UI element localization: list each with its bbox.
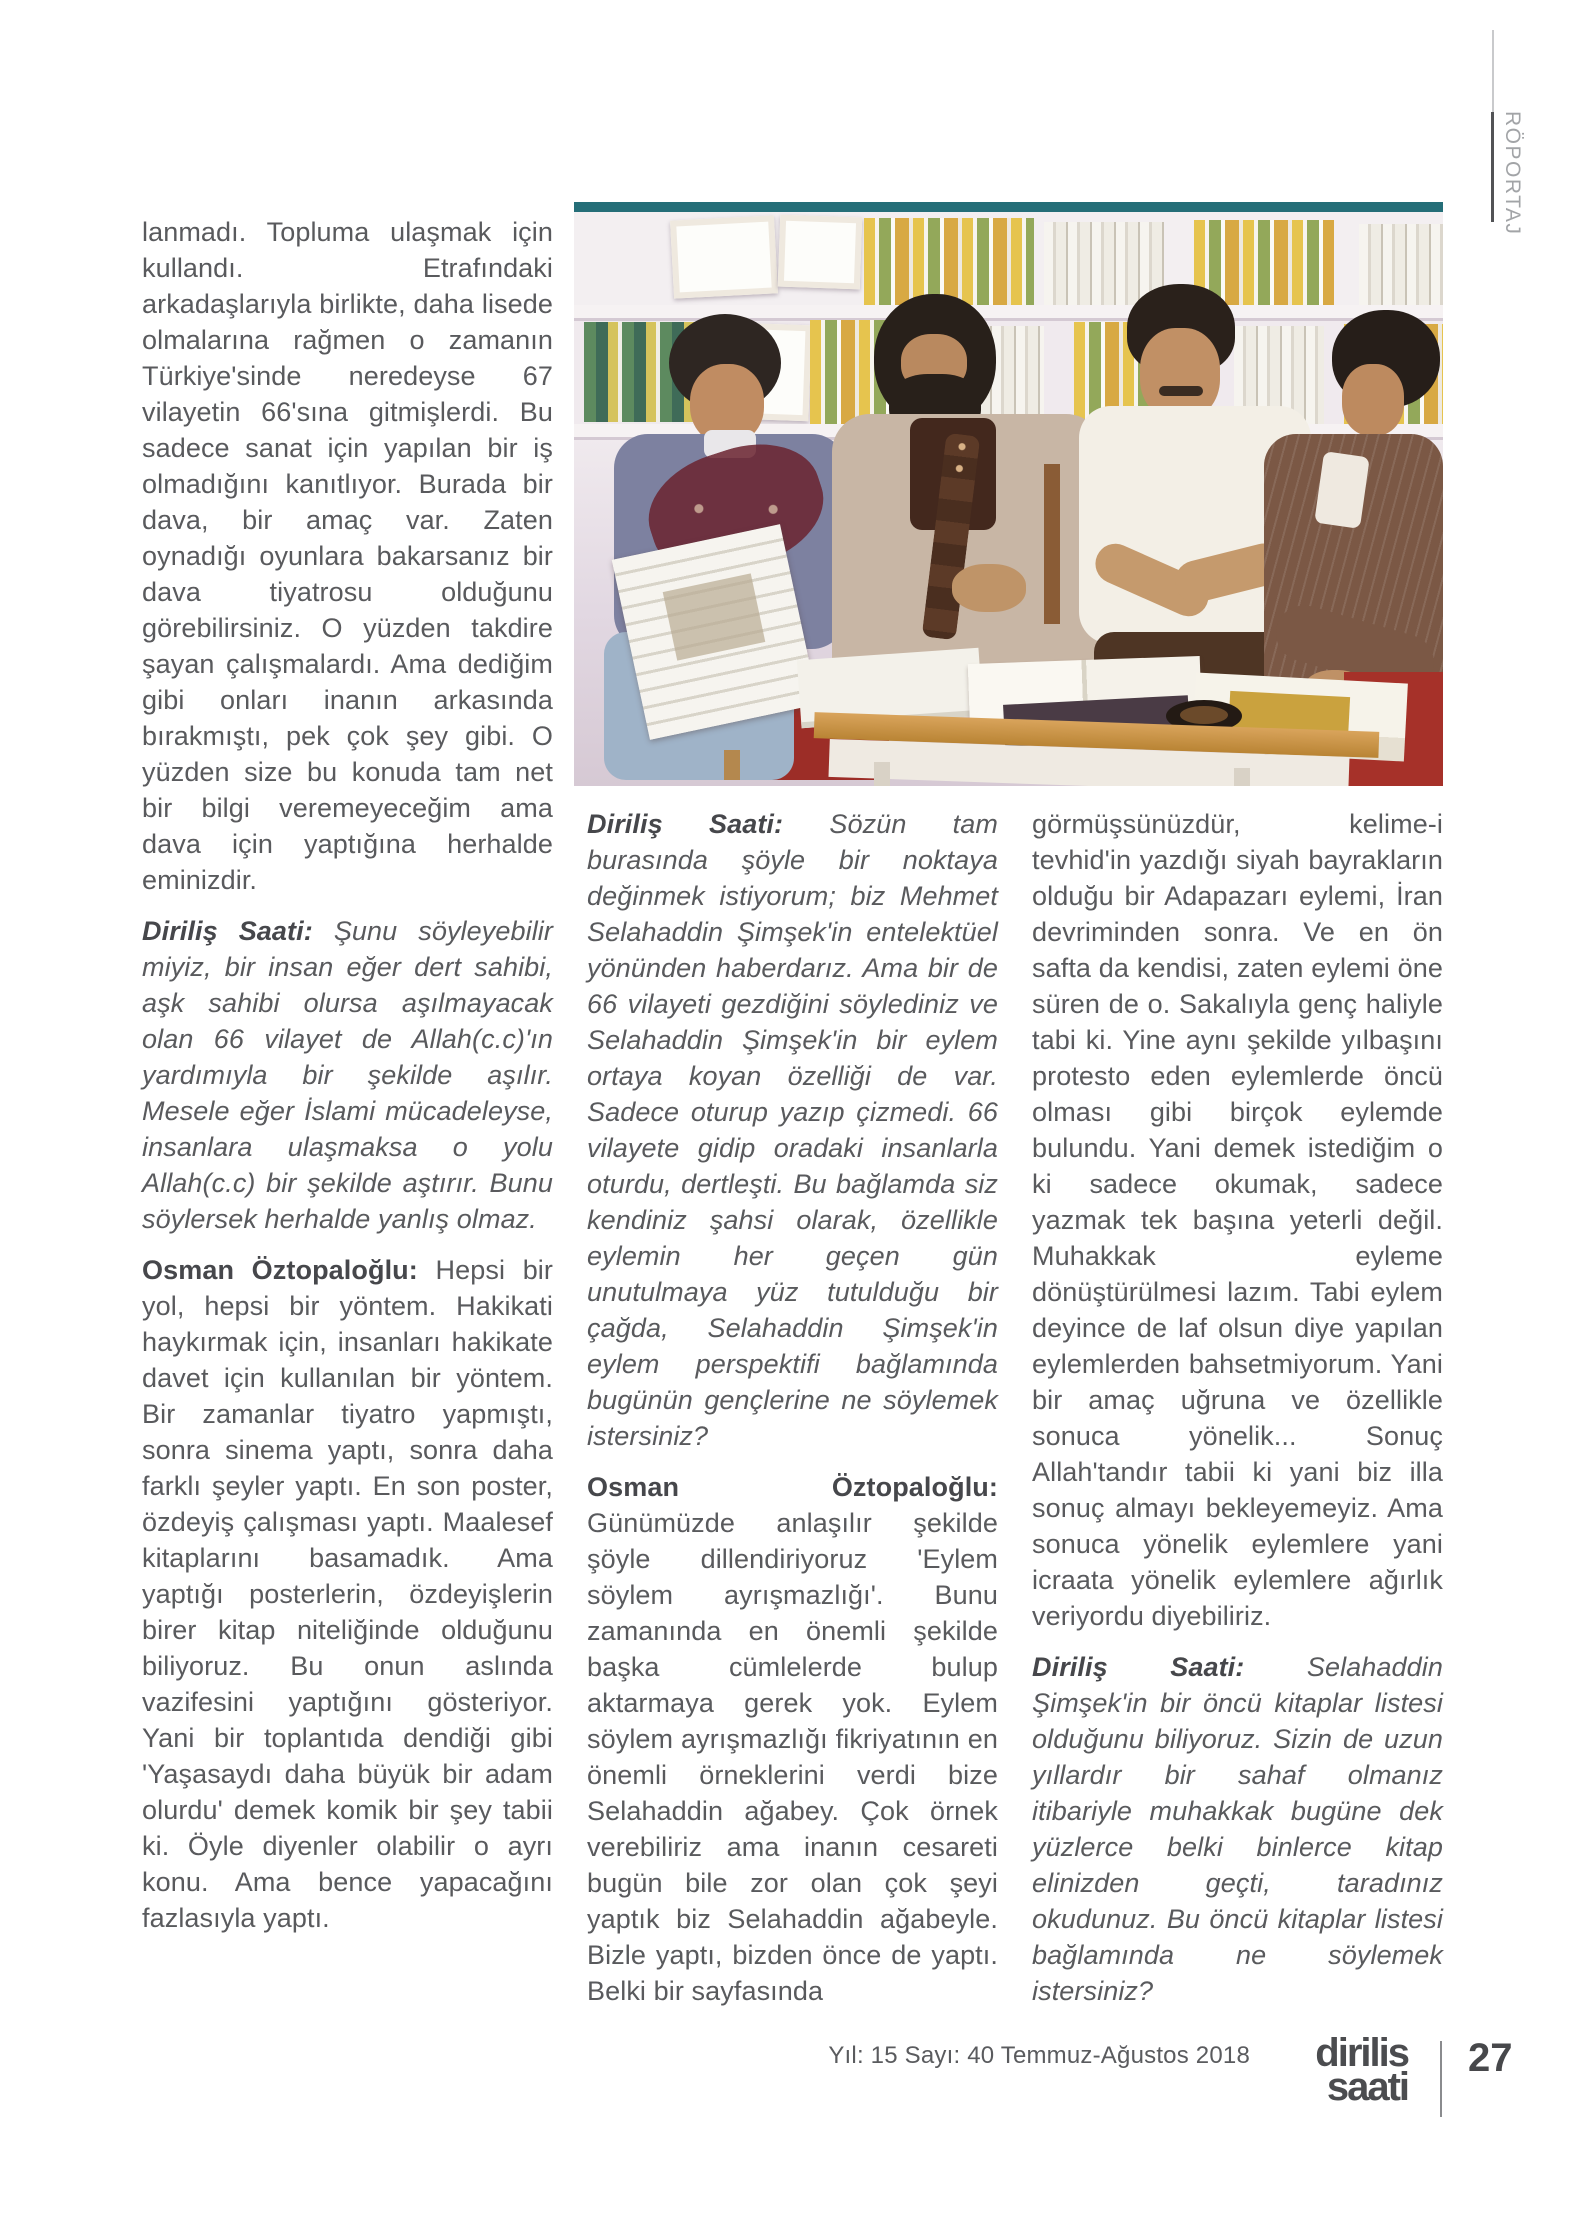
section-label: RÖPORTAJ bbox=[1501, 111, 1524, 236]
paragraph bbox=[142, 214, 553, 898]
speaker-label: Osman Öztopaloğlu: bbox=[142, 1255, 418, 1285]
magazine-logo bbox=[1315, 2031, 1408, 2109]
footer-divider bbox=[1440, 2041, 1442, 2117]
paragraph-text: lanmadı. Topluma ulaşmak için kullandı. Etrafındaki arkadaşlarıyla birlikte, daha lisede olmalarına rağmen o zamanın Türkiye'sinde neredeyse 67 vilayetin 66'sına gitmişlerdi. Bu sadece sanat için yapılan bir iş olmadığını kanıtlıyor. Burada bir dava, bir amaç var. Zaten oynadığı oyunlara bakarsanız bir dava tiyatrosu olduğunu görebilirsiniz. O yüzden takdire şayan çalışmalardı. Ama dediğim gibi onları inanın arkasında bırakmıştı, pek çok şey gibi. O yüzden size bu konuda tam net bir bilgi veremeyeceğim ama dava için yaptığına herhalde eminizdir. bbox=[142, 217, 553, 895]
paragraph-text: Sözün tam burasında şöyle bir noktaya değinmek istiyorum; biz Mehmet Selahaddin Şimşek'in entelektüel yönünden haberdarız. Ama bir de 66 vilayeti gezdiğini söylediniz ve Selahaddin Şimşek'in bir eylem ortaya koyan özelliği de var. Sadece oturup yazıp çizmedi. 66 vilayete gidip oradaki insanlarla oturdu, dertleşti. Bu bağlamda siz kendiniz şahsi olarak, özellikle eylemin her geçen gün unutulmaya yüz tutulduğu bir çağda, Selahaddin Şimşek'in eylem perspektifi bağlamında bugünün gençlerine ne söylemek istersiniz? bbox=[587, 809, 998, 1451]
photo-shelf-top-edge bbox=[574, 202, 1443, 212]
interview-answer bbox=[587, 1469, 998, 2009]
article-column-2 bbox=[587, 806, 998, 2009]
interview-question bbox=[142, 913, 553, 1237]
photo bbox=[574, 202, 1443, 786]
footer-issue-info: Yıl: 15 Sayı: 40 Temmuz-Ağustos 2018 bbox=[828, 2042, 1250, 2069]
speaker-label: Osman Öztopaloğlu: bbox=[587, 1472, 998, 1502]
paragraph-text: Hepsi bir yol, hepsi bir yöntem. Hakikati haykırmak için, insanları hakikate davet için kullanılan bir yöntem. Bir zamanlar tiyatro yapmıştı, sonra sinema yaptı, sonra daha farklı şeyler yaptı. En son poster, özdeyiş çalışması yaptı. Maalesef kitaplarını basamadık. Ama yaptığı posterlerin, özdeyişlerin birer kitap niteliğinde olduğunu biliyoruz. Bu onun aslında vazifesini yaptığını gösteriyor. Yani bir toplantıda dendiği gibi 'Yaşasaydı daha büyük bir adam olurdu' demek komik bir şey tabii ki. Öyle diyenler olabilir o ayrı konu. Ama bence yapacağını fazlasıyla yaptı. bbox=[142, 1255, 553, 1933]
logo-line-1: dirilis bbox=[1315, 2031, 1408, 2075]
article-column-1 bbox=[142, 214, 553, 1936]
page-number: 27 bbox=[1468, 2036, 1513, 2080]
logo-line-2: saati bbox=[1326, 2065, 1408, 2109]
paragraph bbox=[1032, 806, 1443, 1634]
interview-answer bbox=[142, 1252, 553, 1936]
interview-question bbox=[1032, 1649, 1443, 2009]
side-rule-dark bbox=[1491, 112, 1494, 222]
article-column-3 bbox=[1032, 806, 1443, 2009]
paragraph-text: Şunu söyleyebilir miyiz, bir insan eğer dert sahibi, aşk sahibi olursa aşılmayacak olan 66 vilayet de Allah(c.c)'ın yardımıyla bir şekilde aşılır. Mesele eğer İslami mücadeleyse, insanlara ulaşmaksa o yolu Allah(c.c) bir şekilde aştırır. Bunu söylersek herhalde yanlış olmaz. bbox=[142, 916, 553, 1234]
paragraph-text: görmüşsünüzdür, kelime-i tevhid'in yazdığı siyah bayrakların olduğu bir Adapazarı eylemi, İran devriminden sonra. Ve en ön safta da kendisi, zaten eylemi öne süren de o. Sakalıyla genç haliyle tabi ki. Yine aynı şekilde yılbaşını protesto eden eylemlerde öncü olması gibi birçok eylemde bulundu. Yani demek istediğim o ki sadece okumak, sadece yazmak tek başına yeterli değil. Muhakkak eyleme dönüştürülmesi lazım. Tabi eylem deyince de laf olsun diye yapılan eylemlerden bahsetmiyorum. Yani bir amaç uğruna ve özellikle sonuca yönelik... Sonuç Allah'tandır tabii ki yani biz illa sonuç almayı bekleyemeyiz. Ama sonuca yönelik eylemlere yani icraata yönelik eylemlere ağırlık veriyordu diyebiliriz. bbox=[1032, 809, 1443, 1631]
speaker-label: Diriliş Saati: bbox=[587, 809, 784, 839]
paragraph-text: Günümüzde anlaşılır şekilde şöyle dillendiriyoruz 'Eylem söylem ayrışmazlığı'. Bunu zamanında en önemli şekilde başka cümlelerde bulup aktarmaya gerek yok. Eylem söylem ayrışmazlığı fikriyatının en önemli örneklerini verdi bize Selahaddin ağabey. Çok örnek verebiliriz ama inanın cesareti bugün bile zor olan çok şeyi yaptık biz Selahaddin ağabeyle. Bizle yaptı, bizden önce de yaptı. Belki bir sayfasında bbox=[587, 1508, 998, 2006]
side-rule-light bbox=[1492, 30, 1494, 112]
paragraph-text: Selahaddin Şimşek'in bir öncü kitaplar listesi olduğunu biliyoruz. Sizin de uzun yıllardır bir sahaf olmanız itibariyle muhakkak bugüne dek yüzlerce belki binlerce kitap elinizden geçti, taradınız okudunuz. Bu öncü kitaplar listesi bağlamında ne söylemek istersiniz? bbox=[1032, 1652, 1443, 2006]
speaker-label: Diriliş Saati: bbox=[142, 916, 313, 946]
interview-question bbox=[587, 806, 998, 1454]
speaker-label: Diriliş Saati: bbox=[1032, 1652, 1245, 1682]
